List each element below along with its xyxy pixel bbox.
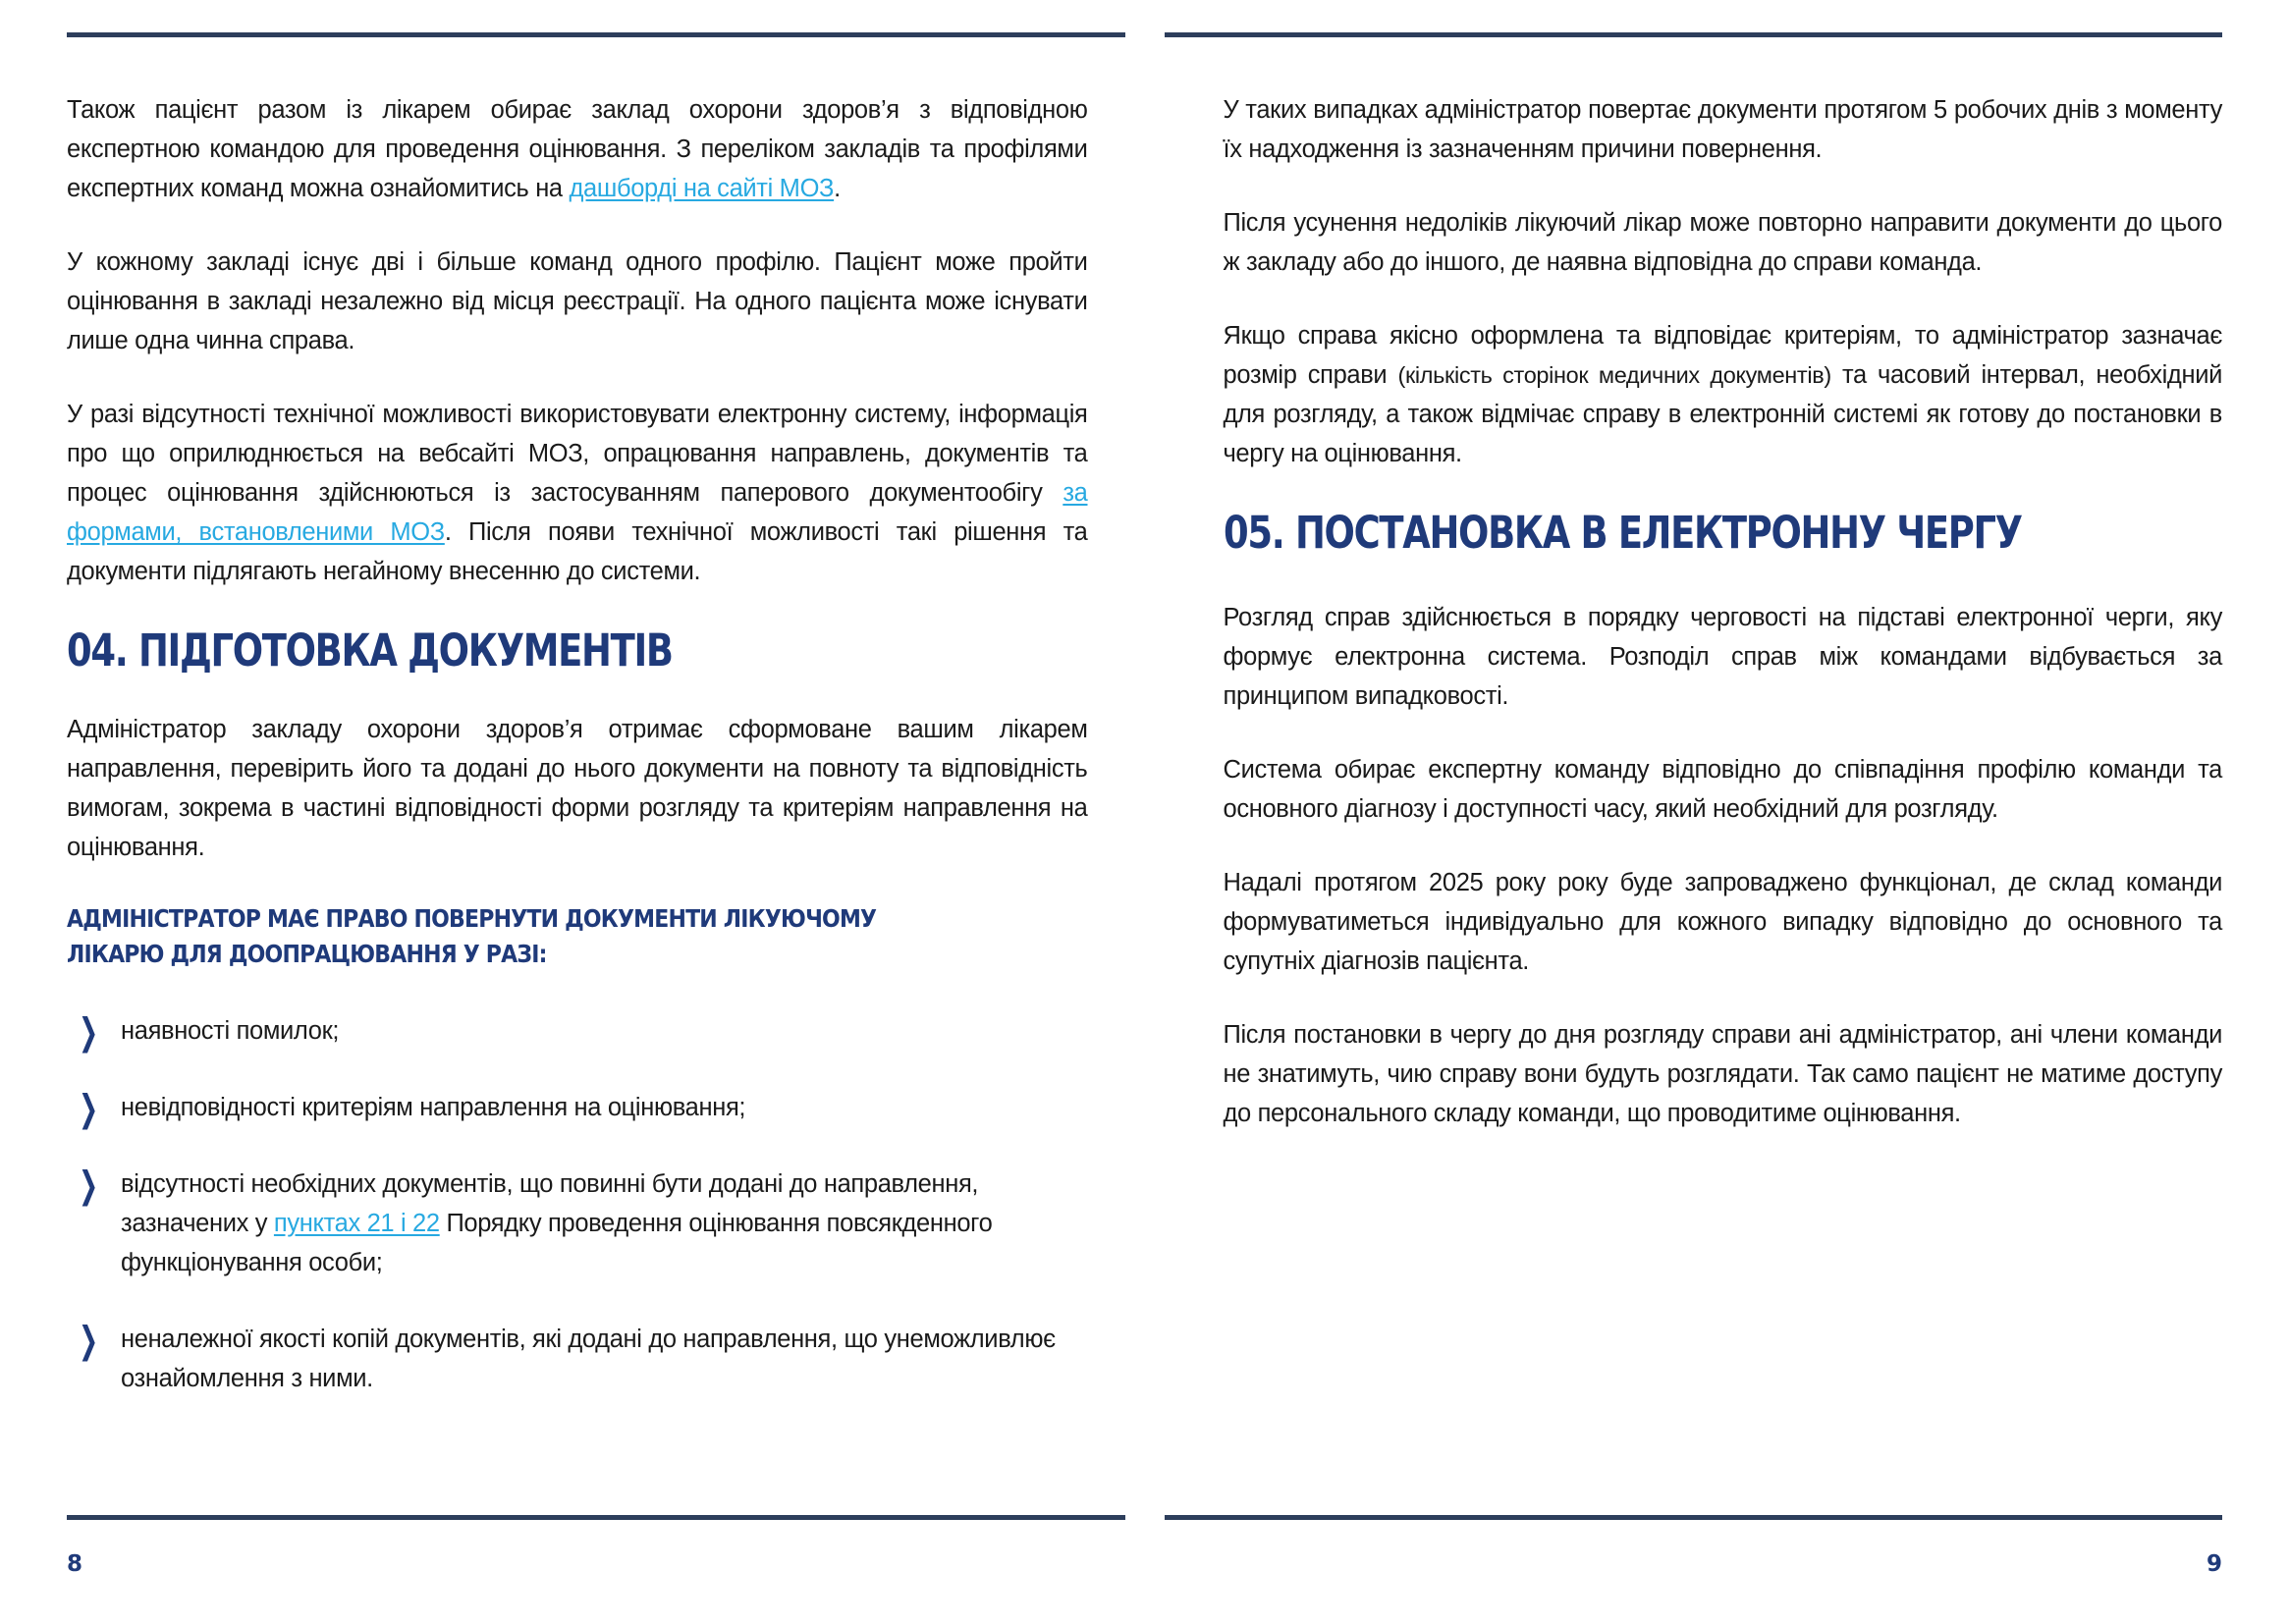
paragraph-no-technical-capability: У разі відсутності технічної можливості використовувати електронну систему, інформація про що оприлюднюється на вебсайті МОЗ, опрацювання направлень, документів та процес оцінювання здійснюються із застосуванням паперового документообігу за формами, встановленими МОЗ. Після появи технічної можливості такі рішення та документи підлягають негайному внесенню до системи.	[67, 401, 1088, 585]
chevron-right-icon: ❯	[79, 1319, 98, 1363]
list-item-label: невідповідності критеріям направлення на оцінювання;	[121, 1094, 746, 1121]
list-item	[67, 1164, 1088, 1282]
paragraph-administrator-receives: Адміністратор закладу охорони здоров’я отримає сформоване вашим лікарем направлення, перевірить його та додані до нього документи на повноту та відповідність вимогам, зокрема в частині відповідності форми розгляду та критеріям направлення на оцінювання.	[67, 716, 1088, 861]
inline-link[interactable]: пунктах 21 і 22	[273, 1210, 440, 1237]
section-heading-04: 04. ПІДГОТОВКА ДОКУМЕНТІВ	[67, 624, 673, 677]
inline-link[interactable]: дашборді на сайті МОЗ	[569, 175, 835, 202]
list-item	[67, 1087, 1088, 1131]
subheading-administrator-rights: АДМІНІСТРАТОР МАЄ ПРАВО ПОВЕРНУТИ ДОКУМЕНТИ ЛІКУЮЧОМУ ЛІКАРЮ ДЛЯ ДООПРАЦЮВАННЯ У РАЗІ:	[67, 904, 877, 968]
section-heading-05: 05. ПОСТАНОВКА В ЕЛЕКТРОННУ ЧЕРГУ	[1223, 507, 2022, 559]
page-left-top-rule	[67, 32, 1125, 37]
page-left-content	[67, 90, 1088, 1496]
paragraph-also-patient: Також пацієнт разом із лікарем обирає заклад охорони здоров’я з відповідною експертною командою для проведення оцінювання. З переліком закладів та профілями експертних команд можна ознайомитись на дашборді на сайті МОЗ.	[67, 96, 1088, 202]
paragraph-2025-functionality: Надалі протягом 2025 року року буде запроваджено функціонал, де склад команди формуватиметься індивідуально для кожного випадку відповідно до основного та супутніх діагнозів пацієнта.	[1223, 869, 2222, 975]
paragraph-after-fixing: Після усунення недоліків лікуючий лікар може повторно направити документи до цього ж закладу або до іншого, де наявна відповідна до справи команда.	[1223, 209, 2222, 276]
page-left-bottom-rule	[67, 1515, 1125, 1520]
page-right-content	[1224, 90, 2223, 1496]
list-item	[67, 1320, 1088, 1398]
paragraph-if-case-well-prepared: Якщо справа якісно оформлена та відповідає критеріям, то адміністратор зазначає розмір справи (кількість сторінок медичних документів) та часовий інтервал, необхідний для розгляду, а також відмічає справу в електронній системі як готову до постановки в чергу на оцінювання.	[1223, 322, 2222, 467]
list-item-label: відсутності необхідних документів, що повинні бути додані до направлення, зазначених у пунктах 21 і 22 Порядку проведення оцінювання повсякденного функціонування особи;	[121, 1170, 993, 1276]
list-item	[67, 1010, 1088, 1055]
inline-link[interactable]: за формами, встановленими МОЗ	[67, 479, 1088, 546]
paragraph-two-or-more-teams: У кожному закладі існує дві і більше команд одного профілю. Пацієнт може пройти оцінювання в закладі незалежно від місця реєстрації. На одного пацієнта може існувати лише одна чинна справа.	[67, 248, 1088, 354]
list-item-label: неналежної якості копій документів, які додані до направлення, що унеможливлює ознайомлення з ними.	[121, 1326, 1056, 1392]
chevron-right-icon: ❯	[79, 1010, 98, 1055]
page-number-right: 9	[2206, 1551, 2222, 1577]
list-item-label: наявності помилок;	[121, 1017, 340, 1045]
paragraph-queue-order: Розгляд справ здійснюється в порядку черговості на підставі електронної черги, яку формує електронна система. Розподіл справ між командами відбувається за принципом випадковості.	[1223, 604, 2222, 710]
paragraph-system-selects-team: Система обирає експертну команду відповідно до співпадіння профілю команди та основного діагнозу і доступності часу, який необхідний для розгляду.	[1223, 756, 2222, 823]
paragraph-returns-documents: У таких випадках адміністратор повертає документи протягом 5 робочих днів з моменту їх надходження із зазначенням причини повернення.	[1223, 96, 2222, 163]
chevron-right-icon: ❯	[79, 1087, 98, 1131]
page-right-bottom-rule	[1165, 1515, 2223, 1520]
page-number-left: 8	[67, 1551, 83, 1577]
page-right-top-rule	[1165, 32, 2223, 37]
page-right	[1145, 0, 2289, 1624]
return-reasons-list	[67, 1011, 1088, 1398]
paragraph-anonymity: Після постановки в чергу до дня розгляду справи ані адміністратор, ані члени команди не знатимуть, чию справу вони будуть розглядати. Так само пацієнт не матиме доступу до персонального складу команди, що проводитиме оцінювання.	[1223, 1021, 2222, 1127]
inline-parenthetical: (кількість сторінок медичних документів)	[1397, 362, 1831, 388]
chevron-right-icon: ❯	[79, 1164, 98, 1208]
